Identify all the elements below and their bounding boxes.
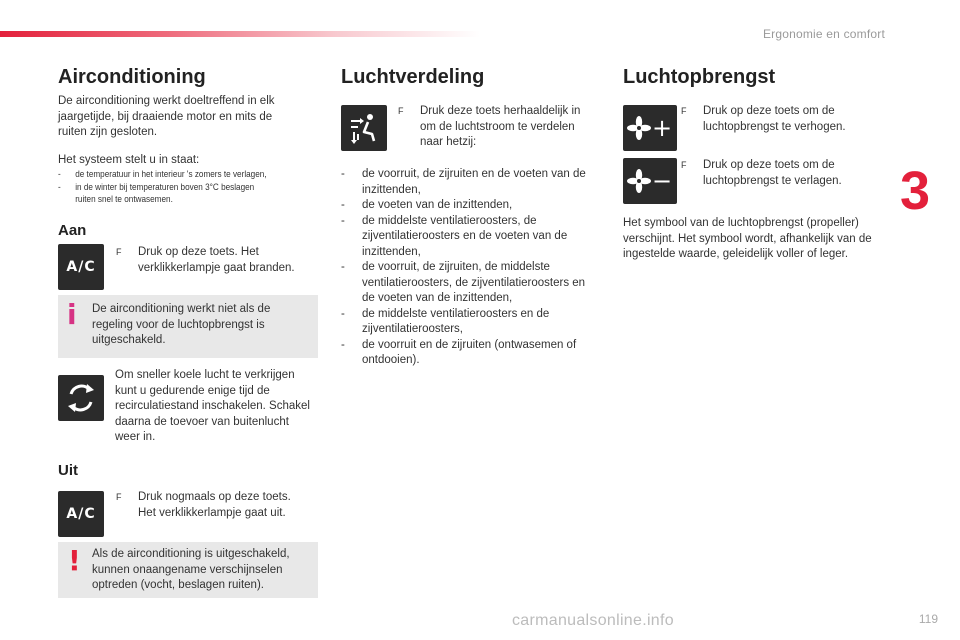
- fan-increase-button[interactable]: [623, 105, 677, 151]
- warning-note: [58, 542, 318, 598]
- list-item: - de middelste ventilatieroosters en de zijventilatieroosters,: [341, 307, 550, 335]
- list-item: - de voeten van de inzittenden,: [341, 199, 513, 211]
- system-item-text: in de winter bij temperaturen boven 3°C beslagen: [75, 181, 255, 193]
- bullet-marker: F: [116, 492, 122, 502]
- ac-on-instruction-text: Druk op deze toets. Het verklikkerlampje gaat branden.: [138, 246, 295, 274]
- list-item: - de voorruit, de zijruiten en de voeten van de inzittenden,: [341, 168, 586, 196]
- airflow-note: Het symbool van de luchtopbrengst (propeller) verschijnt. Het symbool wordt, afhankelijk van de ingestelde waarde, geleidelijk voller of leger.: [623, 217, 872, 260]
- info-note: [58, 295, 318, 358]
- watermark: carmanualsonline.info: [512, 612, 674, 629]
- fan-decrease-instruction: [681, 158, 866, 189]
- ac-off-instruction: [116, 490, 306, 521]
- airco-intro: De airconditioning werkt doeltreffend in elk jaargetijde, bij draaiende motor en mits de ruiten zijn gesloten.: [58, 95, 275, 138]
- system-list: [58, 169, 301, 207]
- airflow-title: Luchtopbrengst: [623, 66, 776, 88]
- system-item-text: ruiten snel te ontwasemen.: [75, 194, 173, 205]
- fan-decrease-icon: [626, 166, 674, 196]
- ac-on-instruction: [116, 245, 296, 276]
- distribution-title: Luchtverdeling: [341, 66, 485, 88]
- ac-off-instruction-text: Druk nogmaals op deze toets. Het verklikkerlampje gaat uit.: [138, 491, 291, 519]
- fan-increase-text: Druk op deze toets om de luchtopbrengst te verhogen.: [703, 105, 846, 133]
- ac-button-label: A/C: [66, 506, 96, 522]
- recirculation-button[interactable]: [58, 375, 104, 421]
- page-number: 119: [918, 612, 938, 626]
- system-list-item: [58, 169, 267, 182]
- ac-off-button[interactable]: [58, 491, 104, 537]
- info-note-text: De airconditioning werkt niet als de regeling voor de luchtopbrengst is uitgeschakeld.: [92, 303, 271, 346]
- minus-symbol: −: [651, 167, 673, 195]
- fan-decrease-button[interactable]: [623, 158, 677, 204]
- system-item-text: de temperatuur in het interieur 's zomers te verlagen,: [75, 169, 267, 180]
- bullet-marker: F: [681, 160, 687, 170]
- distribution-instruction-text: Druk deze toets herhaaldelijk in om de luchtstroom te verdelen naar hetzij:: [420, 105, 581, 148]
- fan-increase-icon: [626, 113, 674, 143]
- recirculation-icon: [62, 379, 100, 417]
- chapter-number: 3: [900, 161, 931, 221]
- system-list-item: [58, 182, 267, 195]
- off-heading: Uit: [58, 462, 78, 479]
- header-accent-bar: [0, 31, 480, 37]
- list-item: - de voorruit, de zijruiten, de middelste ventilatieroosters, de zijventilatieroosters en de voeten van de inzittenden,: [341, 261, 586, 304]
- list-item: - de middelste ventilatieroosters, de zijventilatieroosters en de voeten van de inzittenden,: [341, 214, 568, 258]
- air-distribution-button[interactable]: [341, 105, 387, 151]
- bullet-marker: F: [398, 106, 404, 116]
- warning-note-text: Als de airconditioning is uitgeschakeld, kunnen onaangename verschijnselen optreden (vocht, beslagen ruiten).: [92, 548, 290, 591]
- fan-decrease-text: Druk op deze toets om de luchtopbrengst te verlagen.: [703, 159, 842, 187]
- bullet-marker: F: [116, 247, 122, 257]
- distribution-list: [341, 167, 601, 369]
- system-intro: Het systeem stelt u in staat:: [58, 154, 200, 166]
- bullet-marker: F: [681, 106, 687, 116]
- distribution-instruction: [398, 104, 594, 151]
- ac-on-button[interactable]: [58, 244, 104, 290]
- warning-icon: !: [68, 544, 81, 577]
- system-list-item: [58, 194, 267, 207]
- dash-marker: -: [58, 181, 61, 193]
- plus-symbol: +: [651, 114, 673, 142]
- ac-button-label: A/C: [66, 259, 96, 275]
- section-title: Ergonomie en comfort: [762, 27, 885, 41]
- on-heading: Aan: [58, 222, 87, 239]
- dash-marker: -: [58, 169, 61, 180]
- list-item: - de voorruit en de zijruiten (ontwasemen of ontdooien).: [341, 338, 577, 366]
- fan-increase-instruction: [681, 104, 866, 135]
- info-icon: i: [67, 298, 77, 331]
- recirculation-text: Om sneller koele lucht te verkrijgen kunt u gedurende enige tijd de recirculatiestand inschakelen. Schakel daarna de toevoer van buitenlucht weer in.: [115, 369, 310, 443]
- air-distribution-icon: [346, 110, 382, 146]
- airco-title: Airconditioning: [58, 66, 206, 88]
